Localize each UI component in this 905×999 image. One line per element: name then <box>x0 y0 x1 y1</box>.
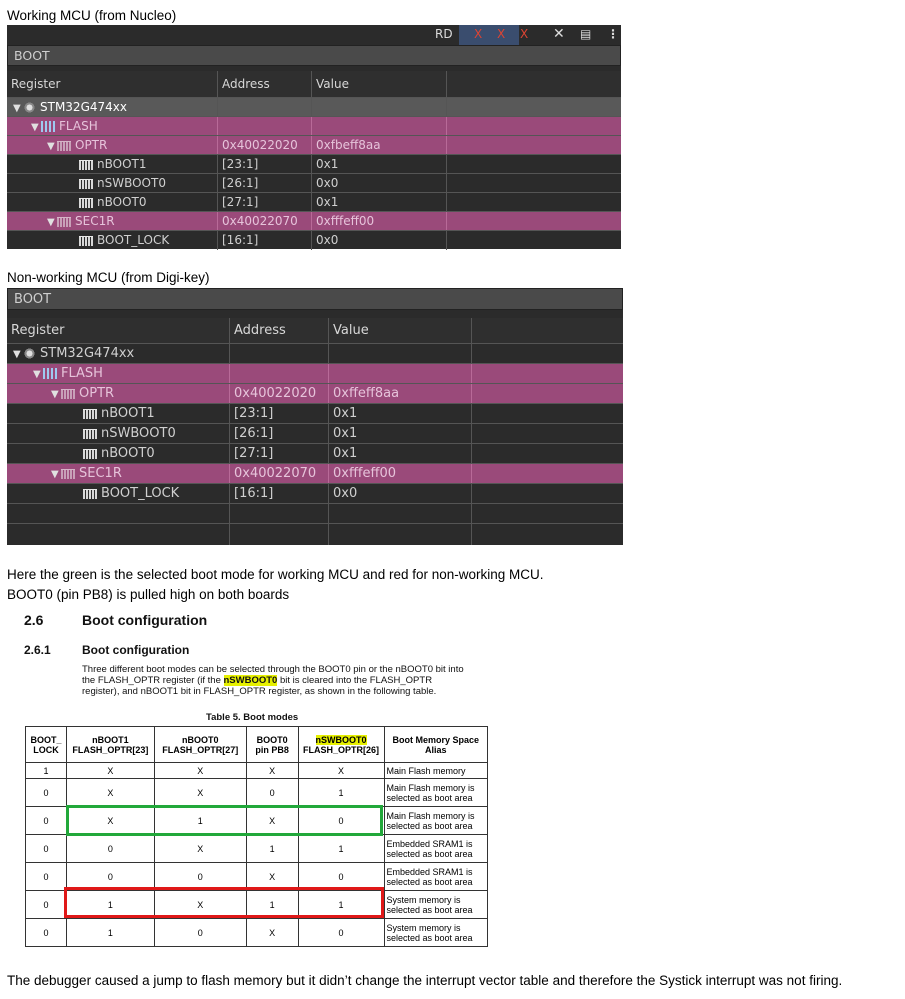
table-row: 0 1 0 X 0 System memory is selected as boot area <box>26 919 488 947</box>
row-address: 0x40022020 <box>218 136 312 154</box>
tree-row-device[interactable] <box>7 98 621 117</box>
empty-row <box>7 504 623 524</box>
decimal-format-icon[interactable]: X <box>497 27 506 41</box>
binary-format-icon[interactable]: X <box>520 27 529 41</box>
chevron-down-icon[interactable]: ▼ <box>33 369 41 380</box>
alias-cell: Embedded SRAM1 is selected as boot area <box>384 835 488 863</box>
empty-row <box>7 524 623 545</box>
panel-title: BOOT <box>7 288 623 310</box>
row-name: nBOOT0 <box>97 195 147 209</box>
table-row: 0 0 0 X 0 Embedded SRAM1 is selected as boot area <box>26 863 488 891</box>
row-address: [23:1] <box>218 155 312 173</box>
row-name: FLASH <box>61 366 103 381</box>
chevron-down-icon[interactable]: ▼ <box>47 141 55 152</box>
tree-row-sec1r[interactable] <box>7 464 623 484</box>
chevron-down-icon[interactable]: ▼ <box>47 217 55 228</box>
table-caption: Table 5. Boot modes <box>206 712 299 723</box>
row-address: [27:1] <box>218 193 312 211</box>
peripheral-icon <box>41 121 55 132</box>
tree-row-nboot0[interactable] <box>7 444 623 464</box>
intro-paragraph <box>82 664 464 697</box>
row-value[interactable]: 0xfffeff00 <box>329 464 472 483</box>
tree-row-nboot1[interactable] <box>7 404 623 424</box>
row-name: BOOT_LOCK <box>101 486 180 501</box>
table-row: 0 X X 0 1 Main Flash memory is selected as boot area <box>26 779 488 807</box>
chip-icon <box>23 101 36 114</box>
row-address: 0x40022070 <box>218 212 312 230</box>
row-name: nBOOT1 <box>97 157 147 171</box>
row-name: STM32G474xx <box>40 100 127 114</box>
chevron-down-icon[interactable]: ▼ <box>13 349 21 360</box>
row-name: BOOT_LOCK <box>97 233 170 247</box>
hex-format-icon[interactable]: X <box>474 27 483 41</box>
section-title: Boot configuration <box>82 612 208 628</box>
alias-cell: System memory is selected as boot area <box>384 891 488 919</box>
panel-toolbar <box>7 25 621 45</box>
tree-row-boot-lock[interactable] <box>7 231 621 250</box>
column-value[interactable]: Value <box>329 318 472 343</box>
row-value[interactable]: 0x0 <box>329 484 472 503</box>
column-register[interactable]: Register <box>7 318 230 343</box>
explanation-line-2: BOOT0 (pin PB8) is pulled high on both boards <box>7 587 290 602</box>
header-boot-lock: BOOT_ LOCK <box>26 727 67 763</box>
row-name: OPTR <box>75 138 108 152</box>
chevron-down-icon[interactable]: ▼ <box>51 389 59 400</box>
export-icon[interactable]: ▤ <box>580 27 592 41</box>
subsection-number: 2.6.1 <box>24 643 51 657</box>
row-value[interactable]: 0x0 <box>312 174 447 192</box>
tree-row-optr[interactable] <box>7 136 621 155</box>
table-row: 1 X X X X Main Flash memory <box>26 763 488 779</box>
row-value[interactable]: 0x1 <box>329 444 472 463</box>
boot-modes-table <box>25 726 488 947</box>
alias-cell: Embedded SRAM1 is selected as boot area <box>384 863 488 891</box>
header-nboot0: nBOOT0 FLASH_OPTR[27] <box>154 727 246 763</box>
register-icon <box>61 469 75 479</box>
grid-header <box>7 71 621 98</box>
bitfield-icon <box>79 160 93 170</box>
alias-cell: Main Flash memory is selected as boot area <box>384 779 488 807</box>
row-address: [16:1] <box>230 484 329 503</box>
row-value[interactable]: 0x0 <box>312 231 447 250</box>
tree-row-nboot1[interactable] <box>7 155 621 174</box>
table-row: 0 0 X 1 1 Embedded SRAM1 is selected as boot area <box>26 835 488 863</box>
row-value[interactable]: 0x1 <box>329 404 472 423</box>
column-register[interactable]: Register <box>7 71 218 97</box>
row-value[interactable]: 0x1 <box>312 193 447 211</box>
debugger-panel-nonworking <box>7 288 623 545</box>
tree-row-device[interactable] <box>7 344 623 364</box>
tree-row-nboot0[interactable] <box>7 193 621 212</box>
grid-header <box>7 318 623 344</box>
alias-cell: System memory is selected as boot area <box>384 919 488 947</box>
header-boot-memory-alias: Boot Memory Space Alias <box>384 727 488 763</box>
row-name: SEC1R <box>75 214 115 228</box>
caption-working: Working MCU (from Nucleo) <box>7 8 177 23</box>
panel-title: BOOT <box>7 45 621 66</box>
bitfield-icon <box>79 236 93 246</box>
column-address[interactable]: Address <box>218 71 312 97</box>
tree-row-nswboot0[interactable] <box>7 424 623 444</box>
register-icon <box>57 217 71 227</box>
settings-tools-icon[interactable]: ✕ <box>553 26 565 42</box>
row-value[interactable]: 0xffeff8aa <box>329 384 472 403</box>
row-name: nBOOT1 <box>101 406 155 421</box>
header-boot0-pin: BOOT0 pin PB8 <box>246 727 298 763</box>
bitfield-icon <box>79 179 93 189</box>
highlighted-term: nSWBOOT0 <box>223 675 278 686</box>
column-address[interactable]: Address <box>230 318 329 343</box>
tree-row-flash[interactable] <box>7 117 621 136</box>
paragraph-text: the FLASH_OPTR register (if the <box>82 675 224 686</box>
row-value[interactable]: 0xfbeff8aa <box>312 136 447 154</box>
paragraph-text: bit is cleared into the FLASH_OPTR <box>277 675 433 686</box>
table-row-working-mode: 0 X 1 X 0 Main Flash memory is selected as boot area <box>26 807 488 835</box>
row-address: 0x40022070 <box>230 464 329 483</box>
paragraph-line: register), and nBOOT1 bit in FLASH_OPTR register, as shown in the following table. <box>82 686 437 697</box>
row-address: 0x40022020 <box>230 384 329 403</box>
row-address: [27:1] <box>230 444 329 463</box>
tree-row-optr[interactable] <box>7 384 623 404</box>
row-value[interactable]: 0x1 <box>312 155 447 173</box>
chevron-down-icon[interactable]: ▼ <box>31 122 39 133</box>
paragraph-line <box>82 675 464 686</box>
subsection-title: Boot configuration <box>82 643 190 657</box>
paragraph-line: Three different boot modes can be selected through the BOOT0 pin or the nBOOT0 bit into <box>82 664 464 675</box>
row-address: [26:1] <box>218 174 312 192</box>
register-icon <box>57 141 71 151</box>
tree-row-nswboot0[interactable] <box>7 174 621 193</box>
toolbar-highlight <box>459 25 519 45</box>
chevron-down-icon[interactable]: ▼ <box>13 103 21 114</box>
row-name: nSWBOOT0 <box>101 426 176 441</box>
header-nboot1: nBOOT1 FLASH_OPTR[23] <box>66 727 154 763</box>
table-row-nonworking-mode: 0 1 X 1 1 System memory is selected as boot area <box>26 891 488 919</box>
caption-nonworking: Non-working MCU (from Digi-key) <box>7 270 210 285</box>
register-grid <box>7 71 621 249</box>
bitfield-icon <box>83 489 97 499</box>
column-value[interactable]: Value <box>312 71 447 97</box>
row-name: STM32G474xx <box>40 346 135 361</box>
row-address: [23:1] <box>230 404 329 423</box>
row-address: [16:1] <box>218 231 312 250</box>
section-number: 2.6 <box>24 612 44 628</box>
row-name: nBOOT0 <box>101 446 155 461</box>
chip-icon <box>23 347 36 360</box>
row-name: FLASH <box>59 119 98 133</box>
row-value[interactable]: 0x1 <box>329 424 472 443</box>
row-address: [26:1] <box>230 424 329 443</box>
row-name: OPTR <box>79 386 115 401</box>
row-value[interactable]: 0xfffeff00 <box>312 212 447 230</box>
tree-row-boot-lock[interactable] <box>7 484 623 504</box>
explanation-line-1: Here the green is the selected boot mode for working MCU and red for non-working MCU. <box>7 567 544 582</box>
tree-row-flash[interactable] <box>7 364 623 384</box>
debugger-panel-working <box>7 25 621 249</box>
alias-cell: Main Flash memory <box>384 763 488 779</box>
bitfield-icon <box>83 449 97 459</box>
bitfield-icon <box>83 409 97 419</box>
alias-cell: Main Flash memory is selected as boot area <box>384 807 488 835</box>
register-grid <box>7 318 623 545</box>
more-options-icon[interactable]: ⋮ <box>607 27 619 41</box>
row-name: nSWBOOT0 <box>97 176 166 190</box>
register-icon <box>61 389 75 399</box>
peripheral-icon <box>43 368 57 379</box>
bitfield-icon <box>83 429 97 439</box>
conclusion-text: The debugger caused a jump to flash memory but it didn’t change the interrupt vector table and therefore the Systick interrupt was not firing. <box>7 973 843 988</box>
tree-row-sec1r[interactable] <box>7 212 621 231</box>
table-header-row <box>26 727 488 763</box>
bitfield-icon <box>79 198 93 208</box>
row-name: SEC1R <box>79 466 122 481</box>
read-button[interactable]: RD <box>435 27 453 41</box>
header-nswboot0: nSWBOOT0 FLASH_OPTR[26] <box>298 727 384 763</box>
chevron-down-icon[interactable]: ▼ <box>51 469 59 480</box>
